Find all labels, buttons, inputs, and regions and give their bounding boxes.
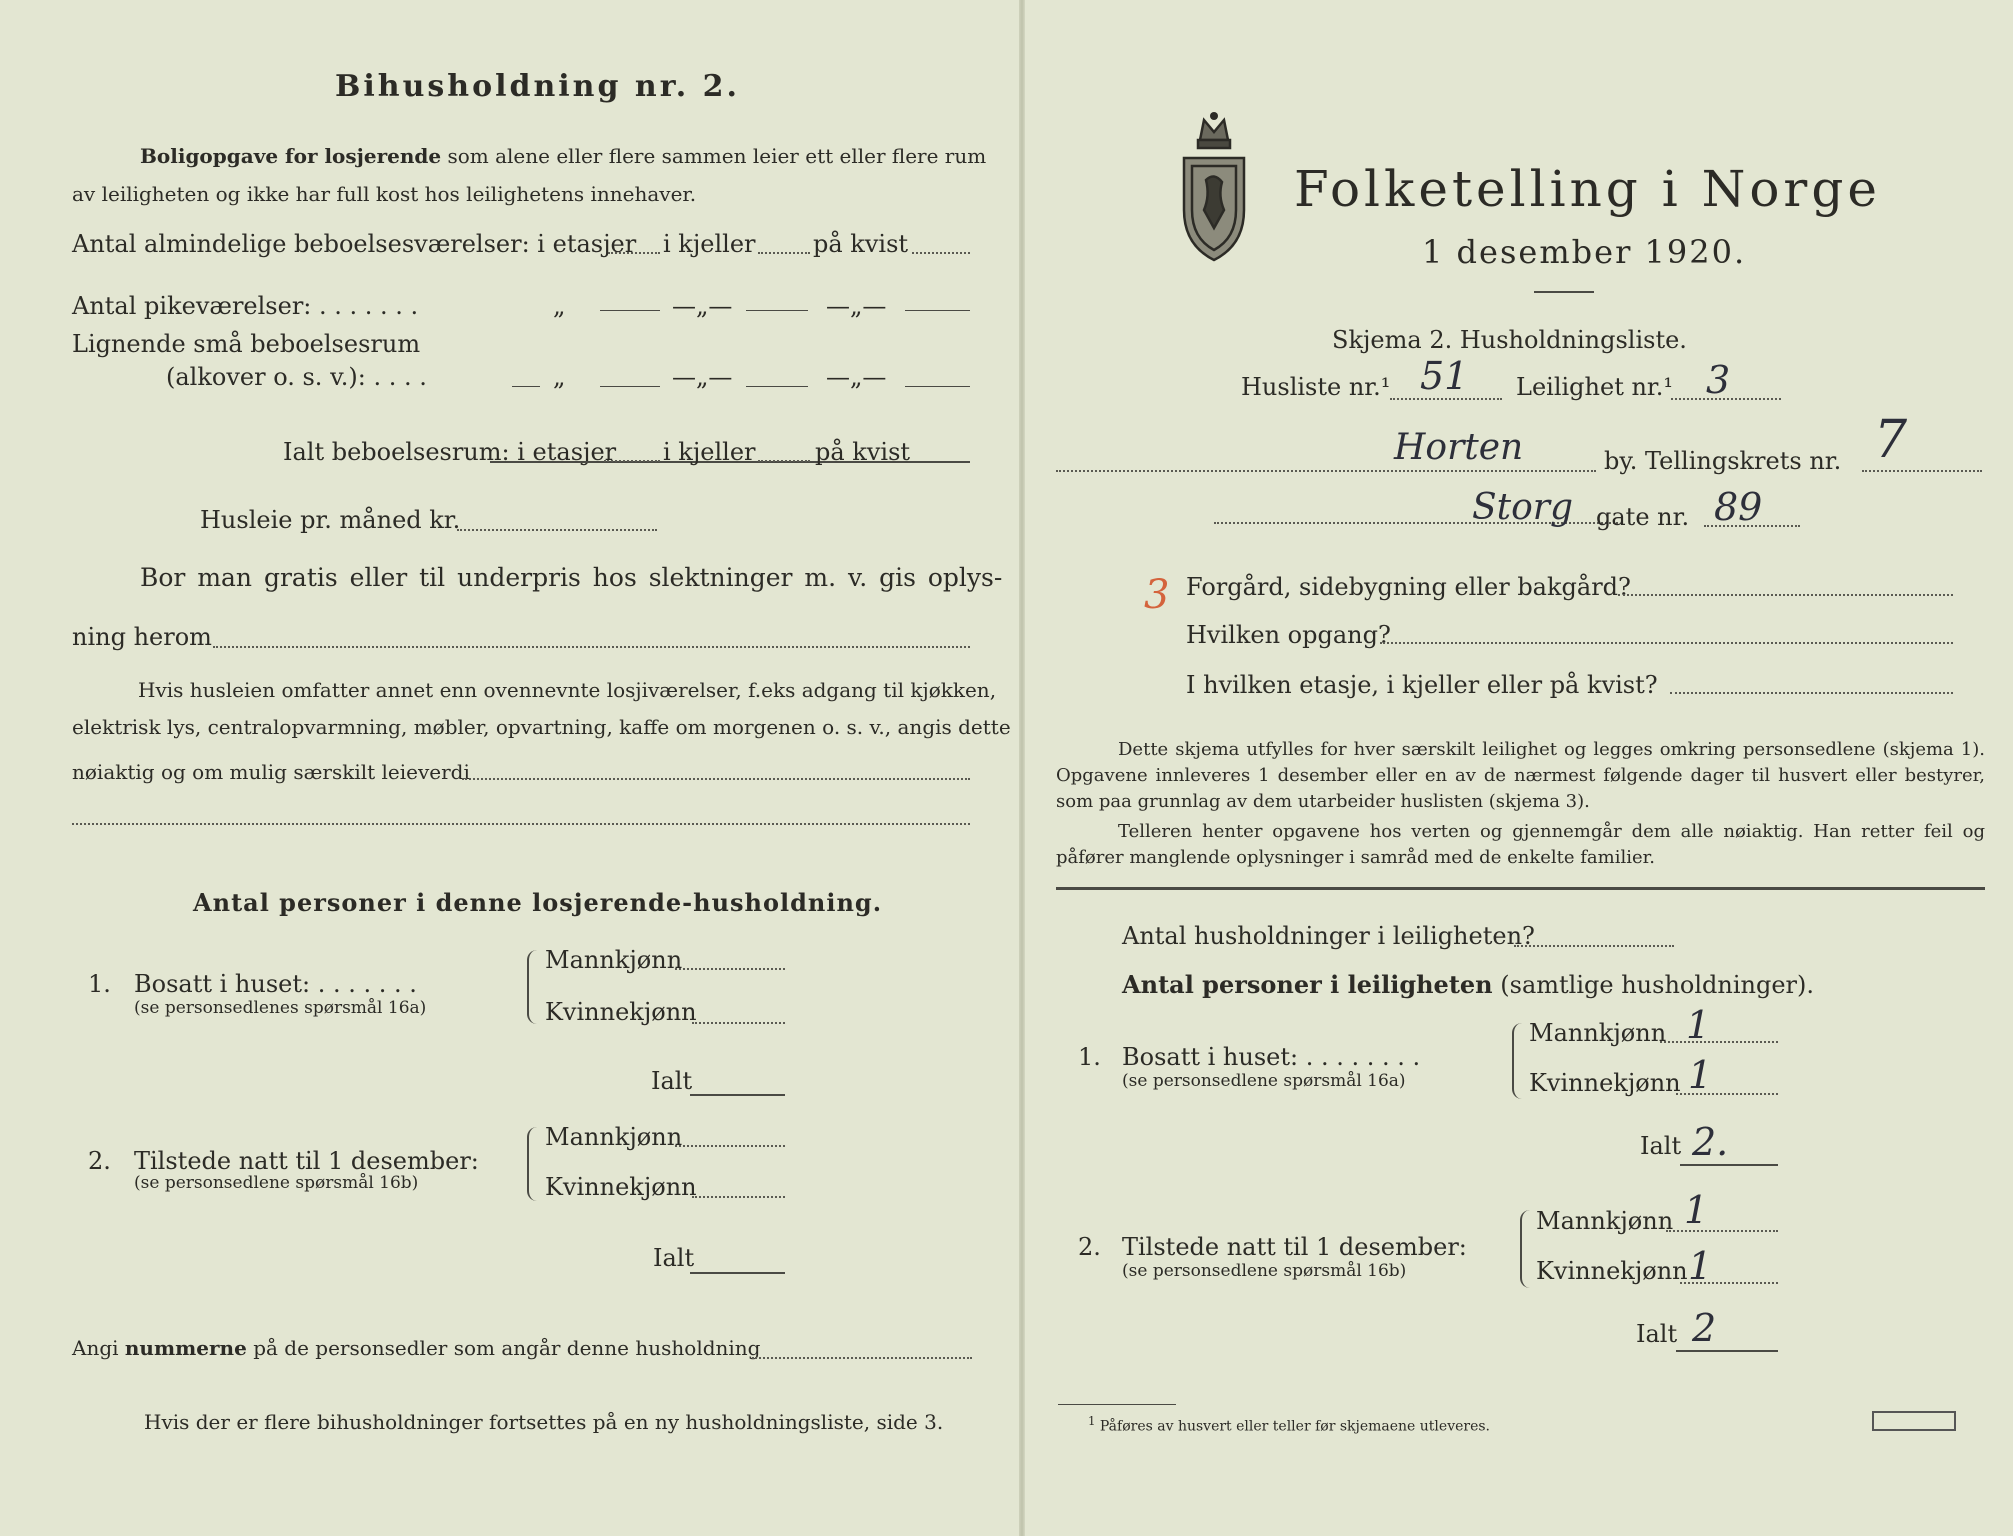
form-date: 1 desember 1920. xyxy=(1422,233,1747,271)
dette-line-3: husvert eller bestyrer, som paa grunnlag av dem utarbeider huslisten (skjema 3). xyxy=(1056,765,1985,812)
lignende-label: Lignende små beboelsesrum xyxy=(72,330,421,358)
norwegian-coat-of-arms-icon xyxy=(1174,110,1254,270)
bosatt-ialt-label: Ialt xyxy=(651,1067,693,1095)
printer-stamp xyxy=(1872,1411,1956,1431)
rooms-etasjer-field[interactable] xyxy=(608,252,660,254)
husliste-label: Husliste nr.¹ xyxy=(1241,373,1391,401)
pike-kjeller-field[interactable] xyxy=(746,310,808,311)
gratis-field[interactable] xyxy=(213,646,970,648)
instruction-dette xyxy=(1056,737,1985,815)
tilstede-mann-label: Mannkjønn xyxy=(545,1123,683,1151)
instruction-telleren xyxy=(1056,819,1985,871)
husliste-field[interactable] xyxy=(1390,398,1502,400)
r-bosatt-kvinne-label: Kvinnekjønn xyxy=(1529,1069,1681,1097)
bosatt-mann-label: Mannkjønn xyxy=(545,946,683,974)
antal-pers-rest: (samtlige husholdninger). xyxy=(1500,971,1815,999)
r-tilstede-mann-value: 1 xyxy=(1684,1188,1709,1232)
antal-pers-bold: Antal personer i leiligheten xyxy=(1122,970,1493,999)
forgard-field[interactable] xyxy=(1618,594,1953,596)
ialt-rooms-label: Ialt beboelsesrum: i etasjer xyxy=(283,438,617,466)
angi-line xyxy=(72,1335,760,1361)
title-rule xyxy=(1534,291,1594,293)
right-page xyxy=(1024,0,2013,1536)
tilstede-number: 2. xyxy=(88,1147,111,1175)
r-bosatt-sublabel: (se personsedlene spørsmål 16a) xyxy=(1122,1071,1406,1091)
rooms-label: Antal almindelige beboelsesværelser: i etasjer xyxy=(72,230,637,258)
antal-heading: Antal personer i denne losjerende-husholdning. xyxy=(193,888,883,917)
city-field[interactable] xyxy=(1056,470,1596,472)
left-footer: Hvis der er flere bihusholdninger fortsettes på en ny husholdningsliste, side 3. xyxy=(144,1410,944,1434)
pike-ditto: „ xyxy=(553,292,566,320)
krets-value: 7 xyxy=(1874,410,1908,470)
skjema-label: Skjema 2. Husholdningsliste. xyxy=(1332,326,1687,354)
r-tilstede-number: 2. xyxy=(1078,1233,1101,1261)
gratis-line-2: ning herom xyxy=(72,623,212,651)
bosatt-brace xyxy=(527,950,539,1024)
leilighet-value: 3 xyxy=(1706,358,1731,402)
r-bosatt-ialt-label: Ialt xyxy=(1640,1132,1682,1160)
pike-kjeller-ditto: —„— xyxy=(672,292,733,320)
tilstede-brace xyxy=(527,1127,539,1201)
r-bosatt-ialt-value: 2. xyxy=(1692,1120,1729,1164)
alkover-kjeller-field[interactable] xyxy=(746,386,808,387)
telleren-line-2: feil og påfører manglende oplysninger i samråd med de enkelte familier. xyxy=(1056,821,1985,868)
angi-bold: nummerne xyxy=(124,1336,247,1360)
r-bosatt-mann-value: 1 xyxy=(1686,1003,1711,1047)
angi-field[interactable] xyxy=(752,1357,972,1359)
r-bosatt-ialt-field[interactable] xyxy=(1680,1164,1778,1166)
alkover-pre-field[interactable] xyxy=(512,386,540,387)
ialt-kvist-label: på kvist xyxy=(815,438,911,466)
by-krets-label: by. Tellingskrets nr. xyxy=(1604,447,1842,475)
r-tilstede-brace xyxy=(1520,1210,1532,1288)
section-rule xyxy=(1056,887,1985,890)
bosatt-number: 1. xyxy=(88,970,111,998)
hvis-line-2: elektrisk lys, centralopvarmning, møbler, opvartning, kaffe om morgenen o. s. v., angis dette xyxy=(72,715,1011,739)
intro-line-2: av leiligheten og ikke har full kost hos leilighetens innehaver. xyxy=(72,182,697,206)
r-tilstede-ialt-field[interactable] xyxy=(1676,1350,1778,1352)
ialt-etasjer-field[interactable] xyxy=(604,460,660,462)
gate-value: 89 xyxy=(1714,485,1763,529)
r-tilstede-ialt-label: Ialt xyxy=(1636,1320,1678,1348)
etasje-field[interactable] xyxy=(1670,692,1953,694)
husleie-label: Husleie pr. måned kr. xyxy=(200,506,461,534)
alkover-label: (alkover o. s. v.): . . . . xyxy=(166,363,427,391)
r-tilstede-ialt-value: 2 xyxy=(1692,1306,1717,1350)
r-tilstede-sublabel: (se personsedlene spørsmål 16b) xyxy=(1122,1261,1407,1281)
r-tilstede-kvinne-value: 1 xyxy=(1688,1244,1713,1288)
hvis-line-3: nøiaktig og om mulig særskilt leieverdi xyxy=(72,760,470,784)
alkover-etasjer-field[interactable] xyxy=(600,386,660,387)
footnote-line xyxy=(1088,1412,1490,1436)
dette-line-1: Dette skjema utfylles for hver særskilt leilighet og legges omkring personsedlene xyxy=(1118,739,1876,760)
bosatt-label: Bosatt i huset: . . . . . . . xyxy=(134,970,417,998)
bihusholdning-title: Bihusholdning nr. 2. xyxy=(335,69,740,104)
bosatt-kvinne-field[interactable] xyxy=(692,1022,785,1024)
rooms-kvist-label: på kvist xyxy=(813,230,909,258)
alkover-kvist-ditto: —„— xyxy=(826,363,887,391)
r-bosatt-number: 1. xyxy=(1078,1043,1101,1071)
leieverdi-field[interactable] xyxy=(462,778,970,780)
opgang-field[interactable] xyxy=(1380,642,1953,644)
city-value: Horten xyxy=(1394,427,1524,468)
r-tilstede-mann-field[interactable] xyxy=(1666,1230,1778,1232)
r-bosatt-label: Bosatt i huset: . . . . . . . . xyxy=(1122,1043,1421,1071)
rooms-kvist-field[interactable] xyxy=(912,252,970,254)
intro-line-1 xyxy=(140,143,986,169)
street-value: Storg xyxy=(1472,487,1574,528)
husleie-field[interactable] xyxy=(457,529,657,531)
tilstede-ialt-field[interactable] xyxy=(690,1272,785,1274)
pike-label: Antal pikeværelser: . . . . . . . xyxy=(72,292,419,320)
tilstede-kvinne-field[interactable] xyxy=(692,1196,785,1198)
bosatt-mann-field[interactable] xyxy=(675,968,785,970)
intro-rest: som alene eller flere sammen leier ett eller flere rum xyxy=(447,144,987,168)
antal-hush-field[interactable] xyxy=(1514,945,1674,947)
krets-field[interactable] xyxy=(1862,470,1982,472)
bosatt-ialt-field[interactable] xyxy=(690,1094,785,1096)
r-bosatt-brace xyxy=(1512,1023,1524,1099)
r-tilstede-kvinne-label: Kvinnekjønn xyxy=(1536,1257,1688,1285)
leilighet-label: Leilighet nr.¹ xyxy=(1516,373,1674,401)
r-tilstede-mann-label: Mannkjønn xyxy=(1536,1207,1674,1235)
r-bosatt-kvinne-value: 1 xyxy=(1688,1053,1713,1097)
hvis-line-1: Hvis husleien omfatter annet enn ovennevnte losjiværelser, f.eks adgang til kjøkken, xyxy=(138,678,997,702)
tilstede-kvinne-label: Kvinnekjønn xyxy=(545,1173,697,1201)
alkover-kvist-field[interactable] xyxy=(905,386,970,387)
rooms-kjeller-field[interactable] xyxy=(758,252,810,254)
r-bosatt-mann-label: Mannkjønn xyxy=(1529,1019,1667,1047)
husliste-value: 51 xyxy=(1420,354,1469,398)
rooms-kjeller-label: i kjeller xyxy=(663,230,756,258)
intro-bold: Boligopgave for losjerende xyxy=(140,144,442,168)
ialt-kjeller-field[interactable] xyxy=(758,460,810,462)
tilstede-label: Tilstede natt til 1 desember: xyxy=(134,1147,479,1175)
antal-pers-line xyxy=(1122,970,1814,1000)
tilstede-mann-field[interactable] xyxy=(675,1145,785,1147)
alkover-ditto: „ xyxy=(553,363,566,391)
bosatt-sublabel: (se personsedlenes spørsmål 16a) xyxy=(134,998,427,1018)
antal-hush-label: Antal husholdninger i leiligheten? xyxy=(1122,922,1535,950)
angi-pre: Angi xyxy=(72,1336,119,1360)
tilstede-sublabel: (se personsedlene spørsmål 16b) xyxy=(134,1173,419,1193)
footnote-rule xyxy=(1058,1404,1176,1405)
alkover-kjeller-ditto: —„— xyxy=(672,363,733,391)
footnote-text: Påføres av husvert eller teller før skjemaene utleveres. xyxy=(1099,1418,1491,1435)
forgard-label: Forgård, sidebygning eller bakgård? xyxy=(1186,573,1631,601)
pike-kvist-ditto: —„— xyxy=(826,292,887,320)
bosatt-kvinne-label: Kvinnekjønn xyxy=(545,998,697,1026)
gate-label: gate nr. xyxy=(1596,503,1690,531)
ialt-kjeller-label: i kjeller xyxy=(663,438,756,466)
footnote-number: 1 xyxy=(1088,1414,1096,1428)
opgang-label: Hvilken opgang? xyxy=(1186,621,1391,649)
angi-rest: på de personsedler som angår denne husholdning xyxy=(253,1336,761,1360)
leieverdi-field-2[interactable] xyxy=(72,823,970,825)
r-tilstede-label: Tilstede natt til 1 desember: xyxy=(1122,1233,1467,1261)
dette-line-2: (skjema 1). Opgavene innleveres 1 desember eller en av de nærmest følgende dager til xyxy=(1056,739,1985,786)
telleren-line-1: Telleren henter opgavene hos verten og gjennemgår dem alle nøiaktig. Han retter xyxy=(1118,821,1915,842)
etasje-label: I hvilken etasje, i kjeller eller på kvist? xyxy=(1186,671,1658,699)
pike-kvist-field[interactable] xyxy=(905,310,970,311)
tilstede-ialt-label: Ialt xyxy=(653,1244,695,1272)
red-annotation: 3 xyxy=(1144,572,1170,618)
form-title: Folketelling i Norge xyxy=(1294,160,1881,218)
gratis-line-1: Bor man gratis eller til underpris hos slektninger m. v. gis oplys- xyxy=(140,563,1003,592)
r-bosatt-mann-field[interactable] xyxy=(1660,1041,1778,1043)
pike-etasjer-field[interactable] xyxy=(600,310,660,311)
